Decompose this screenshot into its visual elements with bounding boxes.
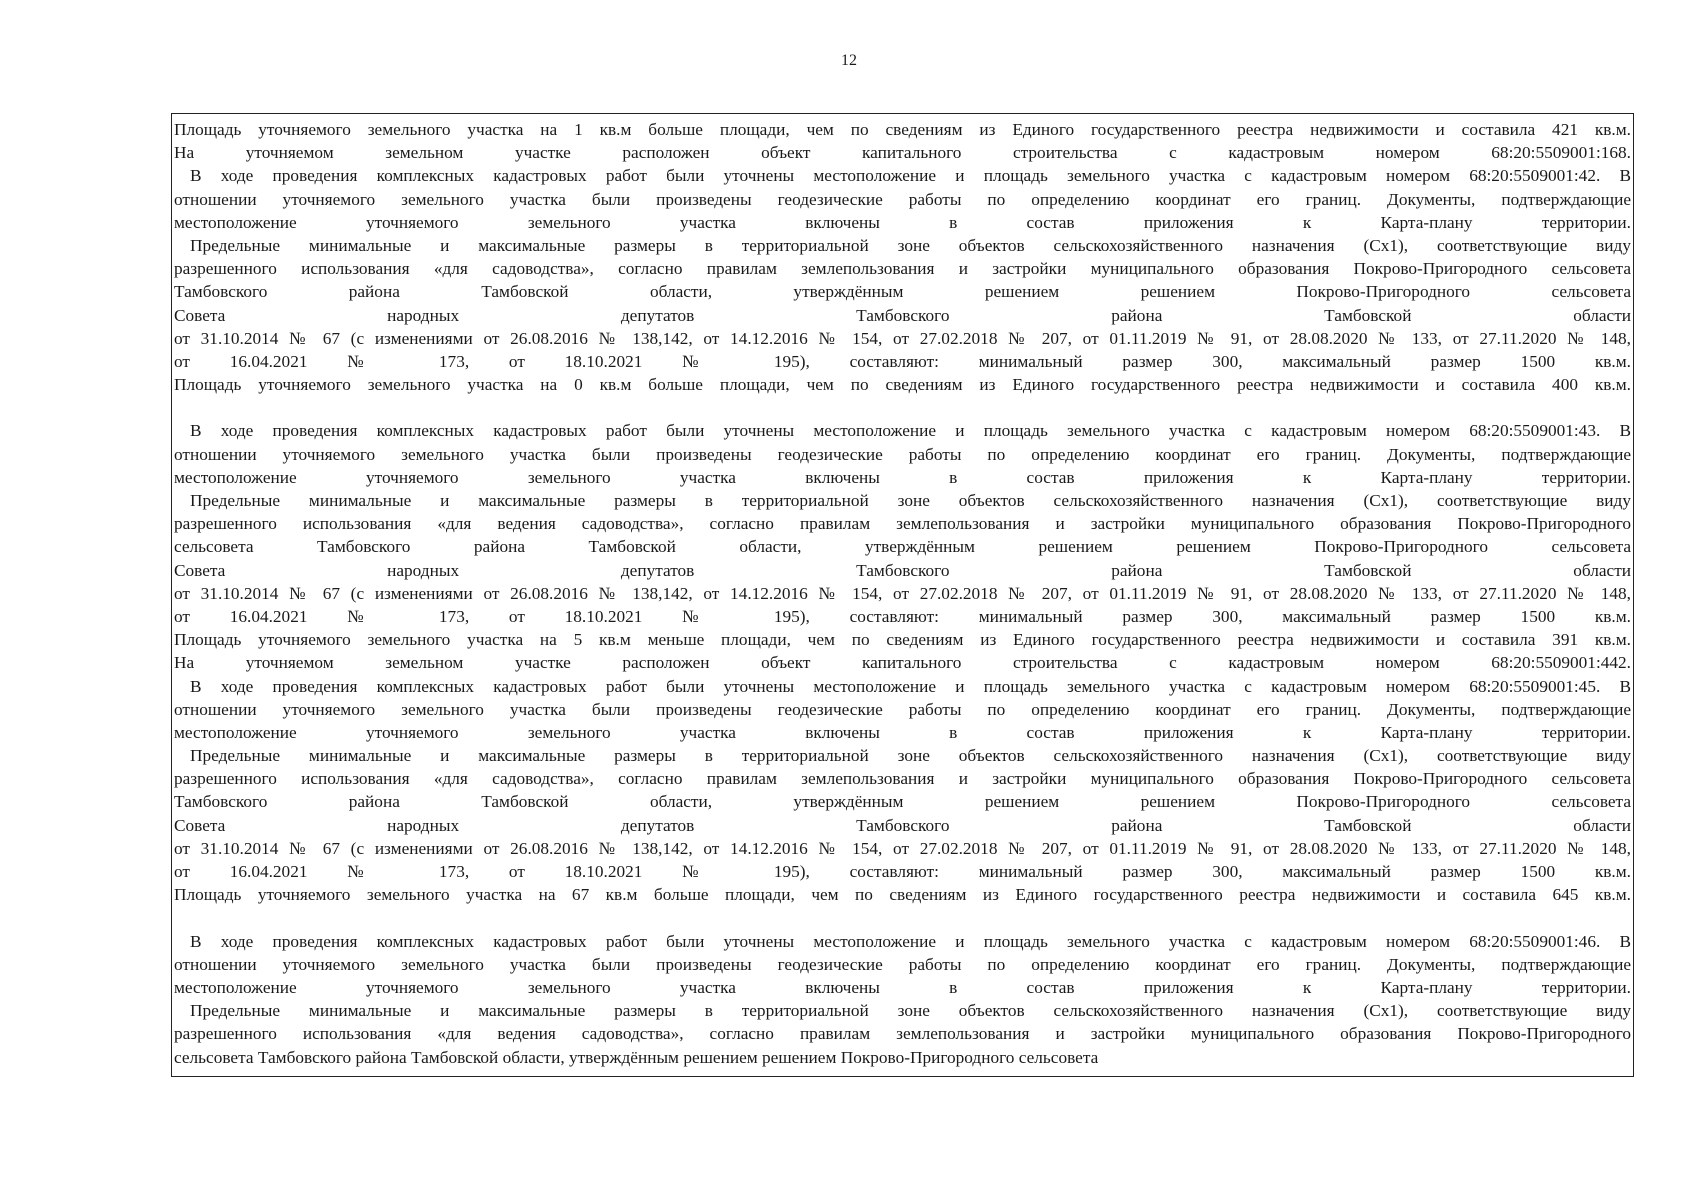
text-line: от 16.04.2021 № 173, от 18.10.2021 № 195), составляют: минимальный размер 300, максимальный размер 1500 кв.м.: [174, 351, 1631, 371]
text-line: В ходе проведения комплексных кадастровых работ были уточнены местоположение и площадь земельного участка с кадастровым номером 68:20:5509001:45. В: [190, 676, 1631, 696]
text-line: местоположение уточняемого земельного участка включены в состав приложения к Карта-плану территории.: [174, 722, 1631, 742]
text-line: от 31.10.2014 № 67 (с изменениями от 26.08.2016 № 138,142, от 14.12.2016 № 154, от 27.02.2018 № 207, от 01.11.2019 № 91, от 28.08.2020 № 133, от 27.11.2020 № 148,: [174, 583, 1631, 603]
text-line: Совета народных депутатов Тамбовского района Тамбовской области: [174, 560, 1631, 580]
document-body: [171, 113, 1634, 1077]
text-line: Площадь уточняемого земельного участка на 0 кв.м больше площади, чем по сведениям из Единого государственного реестра недвижимости и составила 400 кв.м.: [174, 375, 1631, 395]
text-line: В ходе проведения комплексных кадастровых работ были уточнены местоположение и площадь земельного участка с кадастровым номером 68:20:5509001:43. В: [190, 421, 1631, 441]
text-line: Площадь уточняемого земельного участка на 5 кв.м меньше площади, чем по сведениям из Единого государственного реестра недвижимости и составила 391 кв.м.: [174, 630, 1631, 650]
blank-line: [174, 906, 1631, 929]
text-line: отношении уточняемого земельного участка были произведены геодезические работы по определению координат его границ. Документы, подтверждающие: [174, 954, 1631, 974]
text-line: Площадь уточняемого земельного участка на 1 кв.м больше площади, чем по сведениям из Единого государственного реестра недвижимости и составила 421 кв.м.: [174, 120, 1631, 139]
text-line: Предельные минимальные и максимальные размеры в территориальной зоне объектов сельскохозяйственного назначения (Сх1), соответствующие виду: [190, 746, 1631, 766]
text-line: На уточняемом земельном участке расположен объект капитального строительства с кадастровым номером 68:20:5509001:442.: [174, 653, 1631, 673]
text-line: Предельные минимальные и максимальные размеры в территориальной зоне объектов сельскохозяйственного назначения (Сх1), соответствующие виду: [190, 491, 1631, 510]
text-line: от 31.10.2014 № 67 (с изменениями от 26.08.2016 № 138,142, от 14.12.2016 № 154, от 27.02.2018 № 207, от 01.11.2019 № 91, от 28.08.2020 № 133, от 27.11.2020 № 148,: [174, 328, 1631, 348]
text-line: В ходе проведения комплексных кадастровых работ были уточнены местоположение и площадь земельного участка с кадастровым номером 68:20:5509001:46. В: [190, 931, 1631, 951]
text-line: разрешенного использования «для садоводства», согласно правилам землепользования и застройки муниципального образования Покрово-Пригородного сельсовета: [174, 769, 1631, 789]
text-line: от 16.04.2021 № 173, от 18.10.2021 № 195), составляют: минимальный размер 300, максимальный размер 1500 кв.м.: [174, 606, 1631, 626]
text-line: разрешенного использования «для ведения садоводства», согласно правилам землепользования и застройки муниципального образования Покрово-Пригородного: [174, 1024, 1631, 1044]
text-line: разрешенного использования «для ведения садоводства», согласно правилам землепользования и застройки муниципального образования Покрово-Пригородного: [174, 514, 1631, 534]
text-line: местоположение уточняемого земельного участка включены в состав приложения к Карта-плану территории.: [174, 212, 1631, 232]
text-line: Совета народных депутатов Тамбовского района Тамбовской области: [174, 815, 1631, 835]
text-line: Тамбовского района Тамбовской области, утверждённым решением решением Покрово-Пригородного сельсовета: [174, 792, 1631, 812]
text-line: Предельные минимальные и максимальные размеры в территориальной зоне объектов сельскохозяйственного назначения (Сх1), соответствующие виду: [190, 235, 1631, 255]
text-line: разрешенного использования «для садоводства», согласно правилам землепользования и застройки муниципального образования Покрово-Пригородного сельсовета: [174, 259, 1631, 279]
text-line: На уточняемом земельном участке расположен объект капитального строительства с кадастровым номером 68:20:5509001:168.: [174, 143, 1631, 163]
text-line: сельсовета Тамбовского района Тамбовской области, утверждённым решением решением Покрово-Пригородного сельсовета: [174, 537, 1631, 557]
text-line: местоположение уточняемого земельного участка включены в состав приложения к Карта-плану территории.: [174, 977, 1631, 997]
text-line: отношении уточняемого земельного участка были произведены геодезические работы по определению координат его границ. Документы, подтверждающие: [174, 189, 1631, 209]
text-line: В ходе проведения комплексных кадастровых работ были уточнены местоположение и площадь земельного участка с кадастровым номером 68:20:5509001:42. В: [190, 166, 1631, 186]
text-line: Площадь уточняемого земельного участка на 67 кв.м больше площади, чем по сведениям из Единого государственного реестра недвижимости и составила 645 кв.м.: [174, 885, 1631, 905]
text-line: от 31.10.2014 № 67 (с изменениями от 26.08.2016 № 138,142, от 14.12.2016 № 154, от 27.02.2018 № 207, от 01.11.2019 № 91, от 28.08.2020 № 133, от 27.11.2020 № 148,: [174, 838, 1631, 858]
text-line: отношении уточняемого земельного участка были произведены геодезические работы по определению координат его границ. Документы, подтверждающие: [174, 699, 1631, 719]
text-line: отношении уточняемого земельного участка были произведены геодезические работы по определению координат его границ. Документы, подтверждающие: [174, 444, 1631, 464]
text-line: Тамбовского района Тамбовской области, утверждённым решением решением Покрово-Пригородного сельсовета: [174, 282, 1631, 302]
text-line: сельсовета Тамбовского района Тамбовской области, утверждённым решением решением Покрово-Пригородного сельсовета: [174, 1047, 1099, 1067]
text-line: от 16.04.2021 № 173, от 18.10.2021 № 195), составляют: минимальный размер 300, максимальный размер 1500 кв.м.: [174, 862, 1631, 881]
text-line: местоположение уточняемого земельного участка включены в состав приложения к Карта-плану территории.: [174, 467, 1631, 487]
text-line: Предельные минимальные и максимальные размеры в территориальной зоне объектов сельскохозяйственного назначения (Сх1), соответствующие виду: [190, 1001, 1631, 1021]
text-line: Совета народных депутатов Тамбовского района Тамбовской области: [174, 305, 1631, 325]
page-number: 12: [841, 52, 857, 69]
blank-line: [174, 396, 1631, 419]
